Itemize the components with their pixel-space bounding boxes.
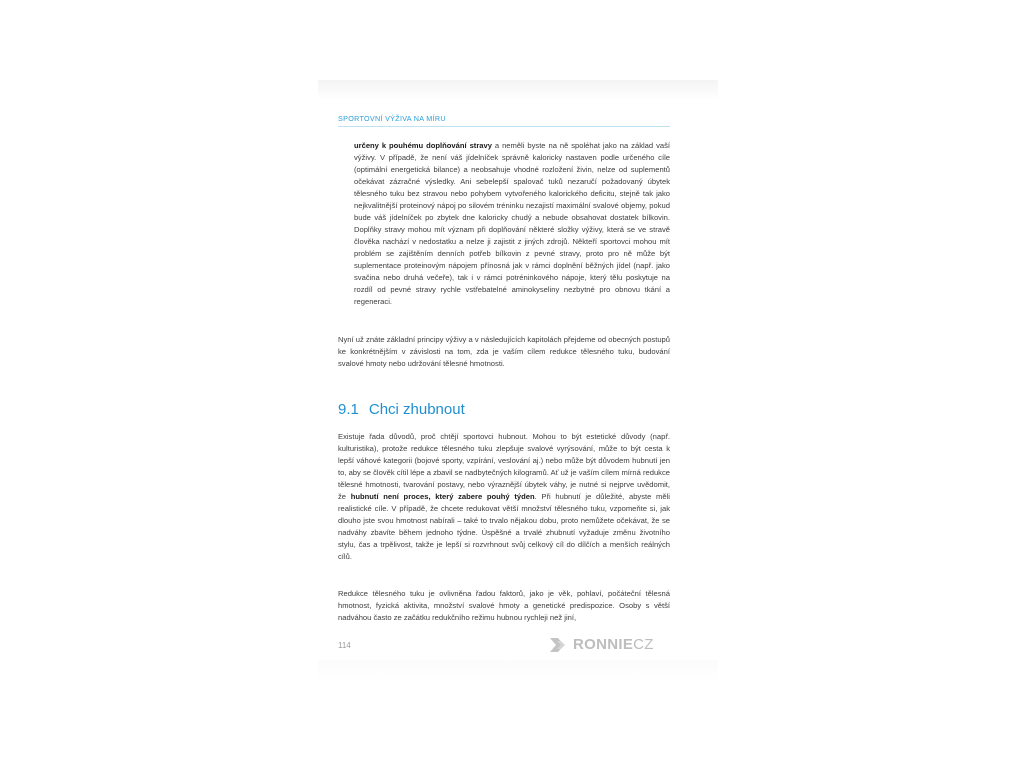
page-bottom-shadow bbox=[318, 660, 718, 682]
paragraph-text: a neměli byste na ně spoléhat jako na základ vaší výživy. V případě, že není váš jídelníček správně kaloricky nastaven podle určeného cíle (optimální energetická bilance) a neobsahuje vhodné rozložení živin, nelze od suplementů očekávat zázračné výsledky. Ani sebelepší spalovač tuků nezaručí požadovaný úbytek tělesného tuku bez stravou nebo pohybem vytvořeného kalorického deficitu, stejně tak jako nejkvalitnější proteinový nápoj po silovém tréninku nezajistí maximální svalové objemy, pokud bude váš jídelníček po zbytek dne kaloricky chudý a nebude obsahovat dostatek bílkovin. Doplňky stravy mohou mít význam při doplňování některé složky výživy, která se ve stravě člověka nachází v nedostatku a nelze ji zajistit z jiných zdrojů. Někteří sportovci mohou mít problém se zajištěním denních potřeb bílkovin z pevné stravy, proto pro ně může být suplementace proteinovým nápojem přínosná jak v rámci doplnění běžných jídel (např. jako svačina nebo druhá večeře), tak i v rámci potréninkového nápoje, který tělu poskytuje na rozdíl od pevné stravy rychle vstřebatelné aminokyseliny nezbytné pro obnovu tkání a regeneraci. bbox=[354, 141, 671, 306]
ronnie-logo bbox=[550, 636, 654, 653]
book-page bbox=[318, 100, 718, 660]
page-number: 114 bbox=[338, 641, 351, 650]
paragraph-text: Existuje řada důvodů, proč chtějí sportovci hubnout. Mohou to být estetické důvody (např. kulturistika), protože redukce tělesného tuku zlepšuje svalové vyrýsování, může to být cesta k lepší váhové kategorii (bojové sporty, vzpírání, veslování aj.) nebo může být důvodem hubnutí jen to, aby se člověk cítil lépe a zbavil se nadbytečných kilogramů. Ať už je vaším cílem mírná redukce tělesné hmotnosti, tvarování postavy, nebo výraznější úbytek váhy, je nutné si nejprve uvědomit, že bbox=[338, 432, 670, 501]
bold-phrase: určeny k pouhému doplňování stravy bbox=[354, 141, 492, 150]
section-title: Chci zhubnout bbox=[368, 401, 465, 418]
logo-suffix: CZ bbox=[633, 636, 654, 653]
paragraph-text: . Při hubnutí je důležité, abyste měli realistické cíle. V případě, že chcete redukovat větší množství tělesného tuku, vzpomeňte si, jak dlouho jste svou hmotnost nabírali – také to trvalo nějakou dobu, proto nemůžete očekávat, že se nadváhy zbavíte během jednoho týdne. Úspěšné a trvalé zhubnutí vyžaduje změnu životního stylu, čas a trpělivost, takže je lepší si rozvrhnout svůj celkový cíl do dílčích a menších reálných cílů. bbox=[338, 492, 670, 561]
bold-phrase: hubnutí není proces, který zabere pouhý týden bbox=[350, 492, 535, 501]
section-number: 9.1 bbox=[338, 401, 359, 418]
logo-chevron-icon bbox=[550, 638, 570, 652]
paragraph-factors: Redukce tělesného tuku je ovlivněna řadou faktorů, jako je věk, pohlaví, počáteční tělesná hmotnost, fyzická aktivita, množství svalové hmoty a genetické predispozice. Osoby s větší nadváhou často ze začátku redukčního režimu hubnou rychleji než jiní, bbox=[338, 589, 670, 622]
paragraph-continuation bbox=[354, 140, 670, 308]
running-head: SPORTOVNÍ VÝŽIVA NA MÍRU bbox=[338, 114, 670, 127]
paragraph-section bbox=[338, 431, 670, 563]
logo-main: RONNIE bbox=[573, 636, 634, 653]
logo-text bbox=[573, 636, 654, 653]
paragraph-intro: Nyní už znáte základní principy výživy a v následujících kapitolách přejdeme od obecných postupů ke konkrétnějším v závislosti na tom, zda je vaším cílem redukce tělesného tuku, budování svalové hmoty nebo udržování tělesné hmotnosti. bbox=[338, 335, 670, 368]
page-top-shadow bbox=[318, 80, 718, 100]
section-heading bbox=[338, 401, 670, 418]
